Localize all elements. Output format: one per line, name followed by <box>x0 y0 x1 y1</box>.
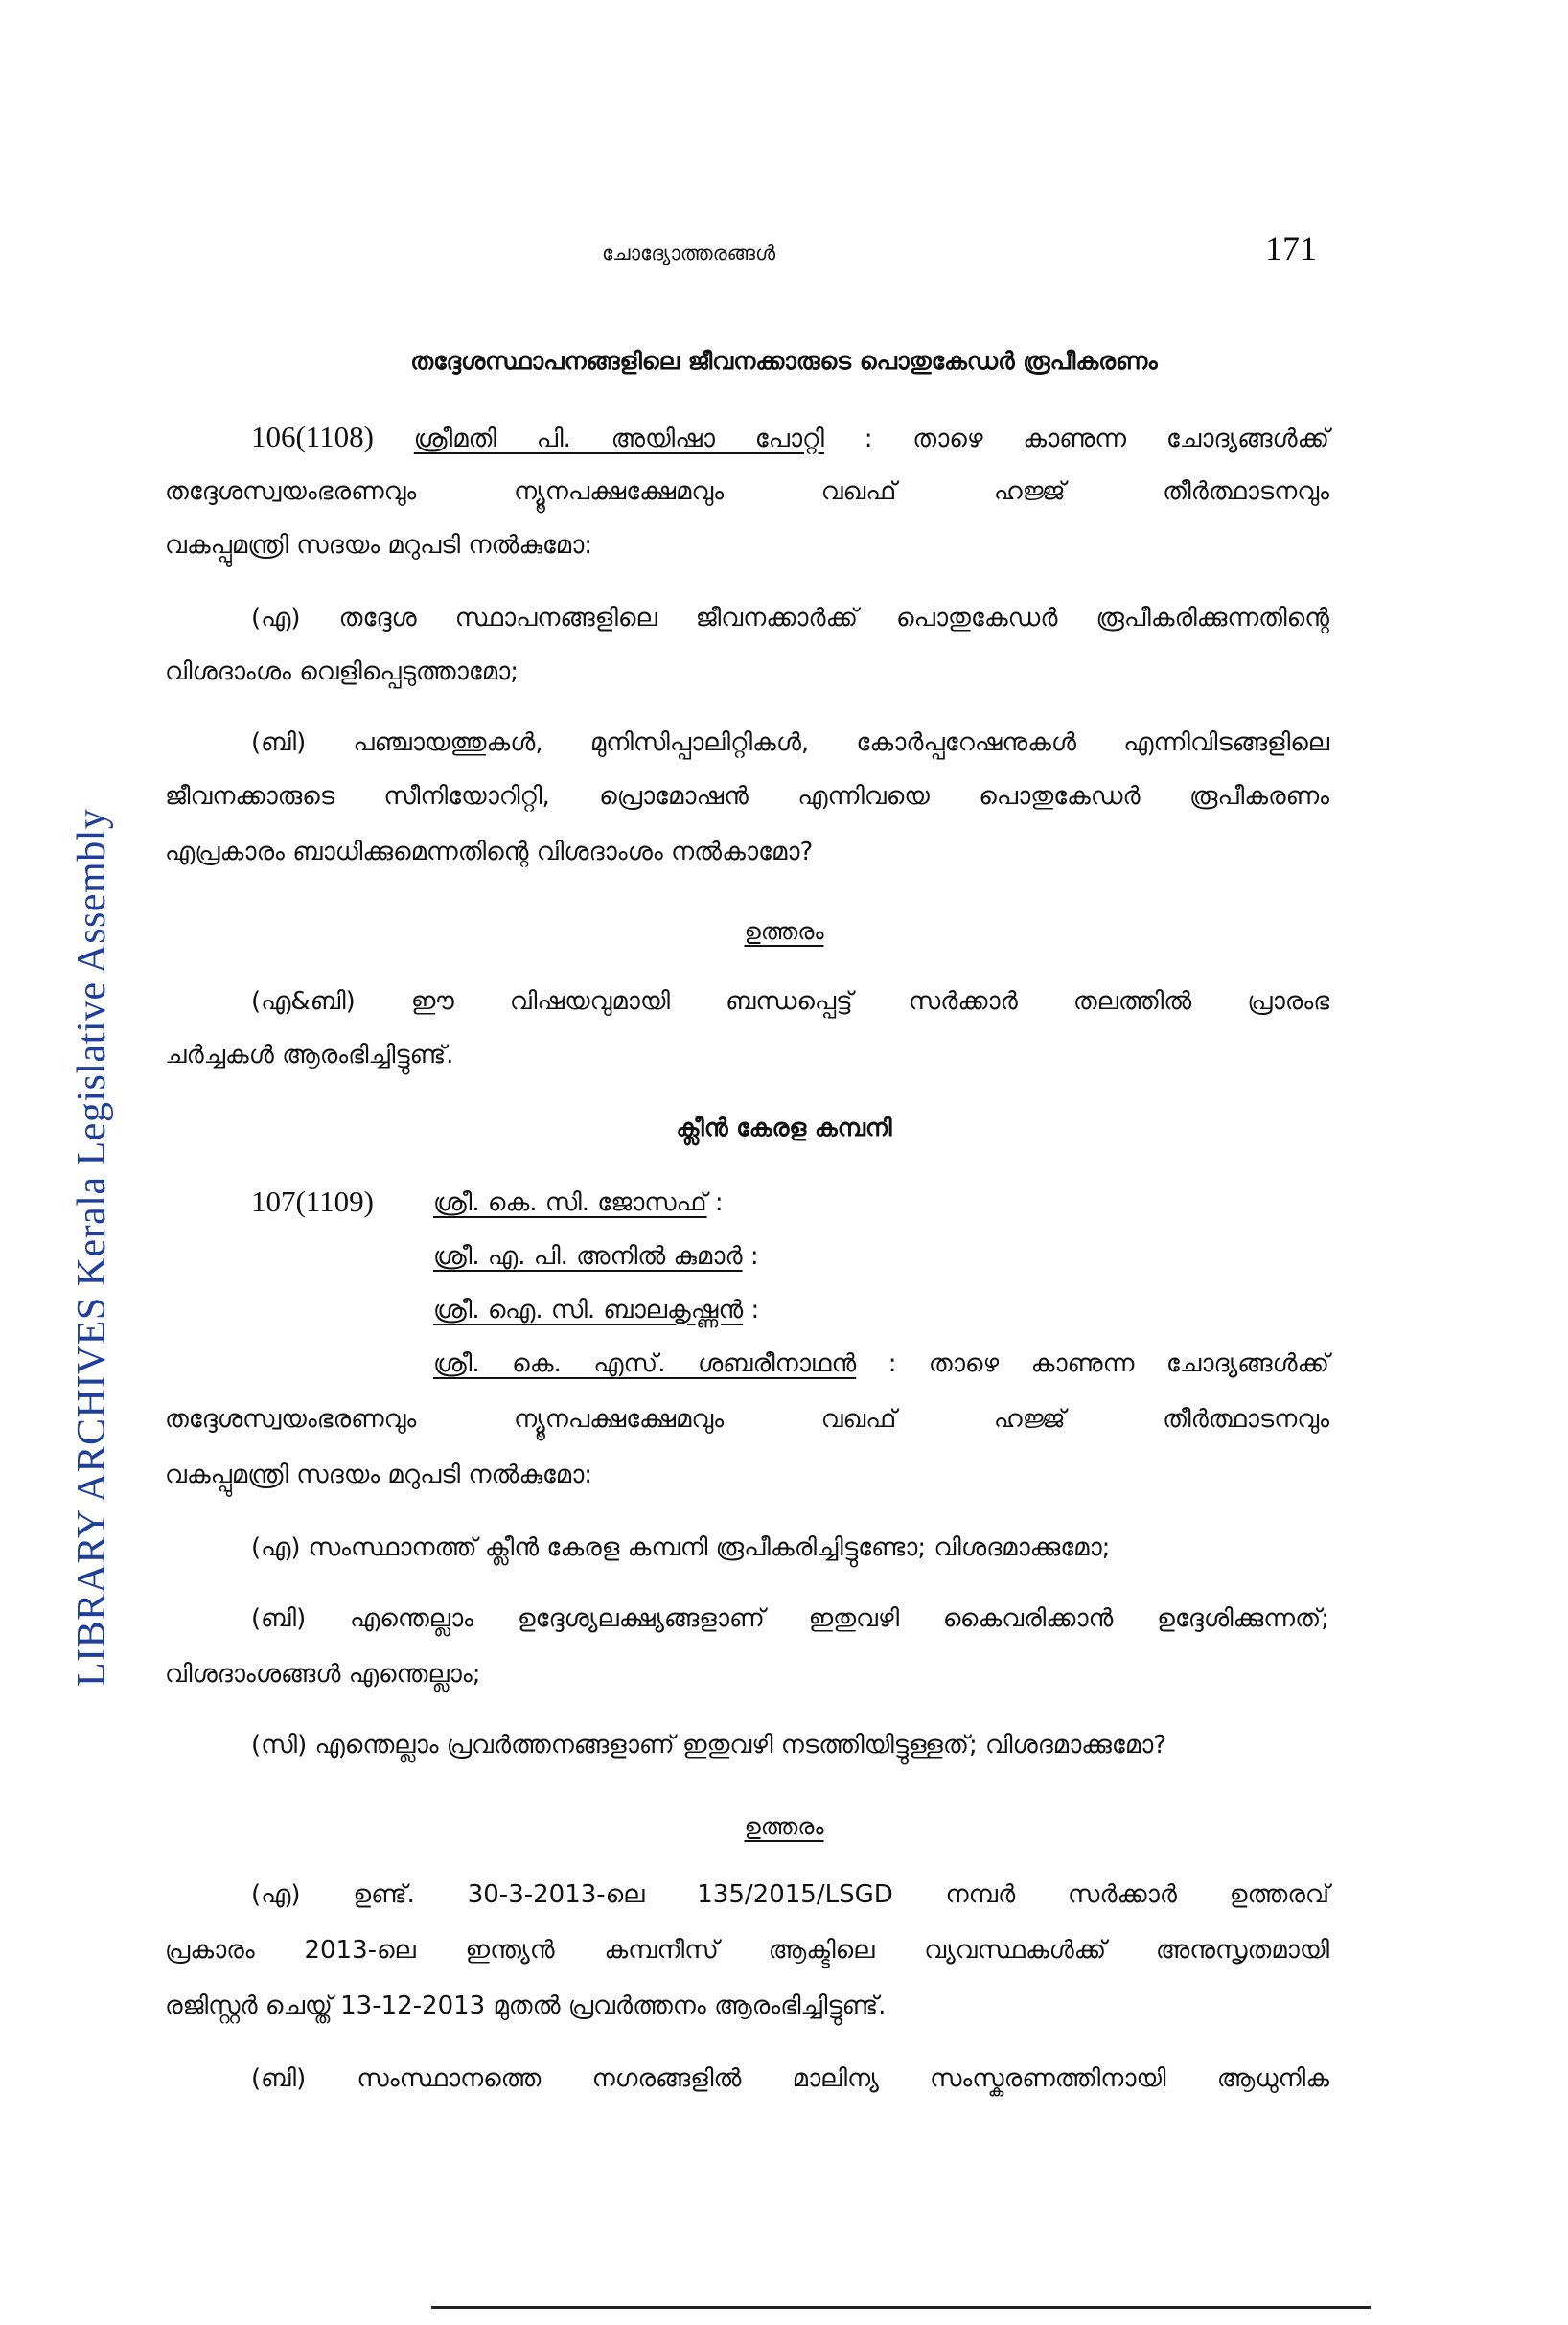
q107-question-a: (എ) സംസ്ഥാനത്ത് ക്ലീൻ കേരള കമ്പനി രൂപീകരിച്ചിട്ടുണ്ടോ; വിശദമാക്കുമോ; <box>251 1533 1111 1562</box>
bottom-edge-rule <box>431 2306 1371 2309</box>
q107-member-line-1 <box>433 1188 724 1218</box>
q106-question-b-line1: (ബി) പഞ്ചായത്തുകൾ, മുനിസിപ്പാലിറ്റികൾ, കോർപ്പറേഷനുകൾ എന്നിവിടങ്ങളിലെ <box>251 728 1329 757</box>
q106-request-line: വകപ്പുമന്ത്രി സദയം മറുപടി നൽകുമോ: <box>165 531 593 560</box>
q107-member-3: ശ്രീ. ഐ. സി. ബാലകൃഷ്ണൻ <box>433 1296 744 1324</box>
q107-member-4: ശ്രീ. കെ. എസ്. ശബരീനാഥൻ <box>433 1349 857 1378</box>
q107-ministry-line: തദ്ദേശസ്വയംഭരണവും ന്യൂനപക്ഷക്ഷേമവും വഖഫ് ഹജ്ജ് തീർത്ഥാടനവും <box>165 1405 1329 1434</box>
q107-heading: ക്ലീൻ കേരള കമ്പനി <box>676 1114 892 1141</box>
q106-question-b-line3: എപ്രകാരം ബാധിക്കുമെന്നതിന്റെ വിശദാംശം നൽകാമോ? <box>165 838 814 866</box>
q106-question-b-line2: ജീവനക്കാരുടെ സീനിയോറിറ്റി, പ്രൊമോഷൻ എന്നിവയെ പൊതുകേഡർ രൂപീകരണം <box>165 782 1329 811</box>
q107-answer-b-line1: (ബി) സംസ്ഥാനത്തെ നഗരങ്ങളിൽ മാലിന്യ സംസ്കരണത്തിനായി ആധുനിക <box>251 2064 1329 2093</box>
q106-question-a-line1: (എ) തദ്ദേശ സ്ഥാപനങ്ങളിലെ ജീവനക്കാർക്ക് പൊതുകേഡർ രൂപീകരിക്കുന്നതിന്റെ <box>251 604 1329 633</box>
library-archives-watermark: LIBRARY ARCHIVES Kerala Legislative Assembly <box>70 808 114 1687</box>
q107-intro-tail: : താഴെ കാണുന്ന ചോദ്യങ്ങൾക്ക് <box>888 1349 1329 1378</box>
q107-question-b-line1: (ബി) എന്തെല്ലാം ഉദ്ദേശ്യലക്ഷ്യങ്ങളാണ് ഇതുവഴി കൈവരിക്കാൻ ഉദ്ദേശിക്കുന്നത്; <box>251 1604 1329 1633</box>
q106-ministry-line: തദ്ദേശസ്വയംഭരണവും ന്യൂനപക്ഷക്ഷേമവും വഖഫ് ഹജ്ജ് തീർത്ഥാടനവും <box>165 477 1329 506</box>
q107-member-2: ശ്രീ. എ. പി. അനിൽ കുമാർ <box>433 1242 743 1271</box>
q107-member-2-colon: : <box>749 1242 759 1271</box>
q107-member-1: ശ്രീ. കെ. സി. ജോസഫ് <box>433 1188 707 1217</box>
q107-member-1-colon: : <box>714 1188 724 1217</box>
q107-request-line: വകപ്പുമന്ത്രി സദയം മറുപടി നൽകുമോ: <box>165 1461 593 1489</box>
q107-member-line-3 <box>433 1296 759 1325</box>
q106-question-a-line2: വിശദാംശം വെളിപ്പെടുത്താമോ; <box>165 657 519 686</box>
q107-answer-a-line3: രജിസ്റ്റർ ചെയ്ത് 13-12-2013 മുതൽ പ്രവർത്തനം ആരംഭിച്ചിട്ടുണ്ട്. <box>165 1991 887 2020</box>
q107-answer-a-line2: പ്രകാരം 2013-ലെ ഇന്ത്യൻ കമ്പനീസ് ആക്ടിലെ വ്യവസ്ഥകൾക്ക് അനുസൃതമായി <box>165 1936 1329 1965</box>
q107-member-line-2 <box>433 1242 759 1272</box>
q106-answer-line2: ചർച്ചകൾ ആരംഭിച്ചിട്ടുണ്ട്. <box>165 1041 454 1070</box>
q106-member-name: ശ്രീമതി പി. അയിഷാ പോറ്റി <box>413 425 824 453</box>
q107-question-b-line2: വിശദാംശങ്ങൾ എന്തെല്ലാം; <box>165 1660 481 1689</box>
q106-intro-tail: : താഴെ കാണുന്ന ചോദ്യങ്ങൾക്ക് <box>864 425 1329 453</box>
q106-intro-line <box>251 422 1329 451</box>
q107-question-c: (സി) എന്തെല്ലാം പ്രവർത്തനങ്ങളാണ് ഇതുവഴി നടത്തിയിട്ടുള്ളത്; വിശദമാക്കുമോ? <box>251 1731 1167 1760</box>
q107-member-3-colon: : <box>750 1296 760 1324</box>
q106-number: 106(1108) <box>251 420 374 453</box>
page-number: 171 <box>1265 229 1317 267</box>
q106-answer-line1: (എ&ബി) ഈ വിഷയവുമായി ബന്ധപ്പെട്ട് സർക്കാർ തലത്തിൽ പ്രാരംഭ <box>251 987 1329 1016</box>
q107-number: 107(1109) <box>251 1185 374 1218</box>
q107-member-line-4 <box>433 1351 1329 1376</box>
q107-answer-a-line1: (എ) ഉണ്ട്. 30-3-2013-ലെ 135/2015/LSGD നമ്പർ സർക്കാർ ഉത്തരവ് <box>251 1880 1329 1909</box>
running-title: ചോദ്യോത്തരങ്ങൾ <box>602 242 776 265</box>
q106-answer-label: ഉത്തരം <box>744 918 824 945</box>
q106-heading: തദ്ദേശസ്ഥാപനങ്ങളിലെ ജീവനക്കാരുടെ പൊതുകേഡർ രൂപീകരണം <box>410 347 1158 375</box>
q107-answer-label: ഉത്തരം <box>744 1813 824 1840</box>
